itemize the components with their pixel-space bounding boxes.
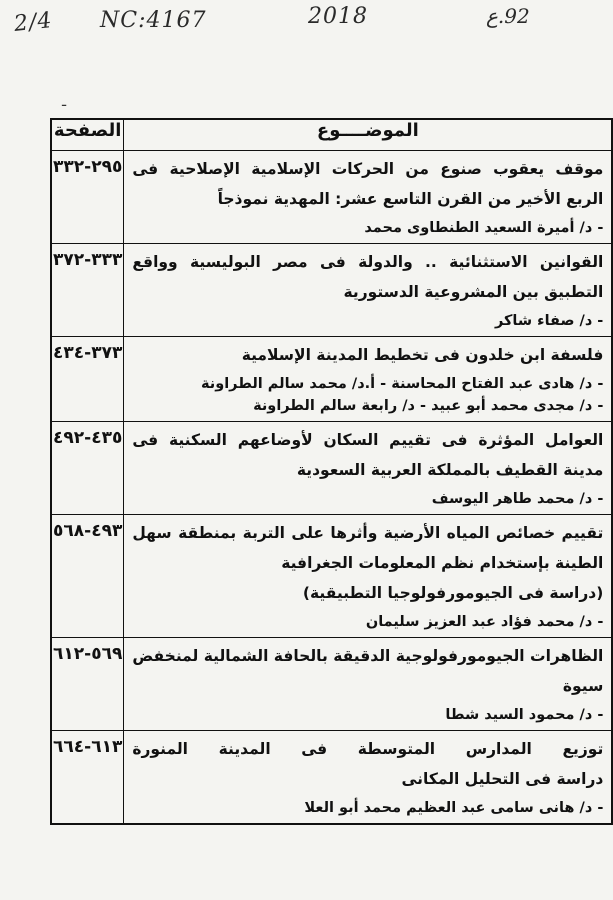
header-subject: الموضــــوع: [124, 119, 613, 151]
entry-title-line: الطينة بإستخدام نظم المعلومات الجغرافية: [281, 554, 604, 572]
entry-title-line: القوانين الاستثنائية .. والدولة فى مصر البوليسية وواقع: [132, 253, 604, 271]
entry-subject: [124, 515, 613, 638]
entry-author: - د/ محمود السيد شطا: [445, 707, 604, 723]
entry-subject: [124, 731, 613, 825]
entry-author: - د/ صفاء شاكر: [494, 313, 604, 329]
table-row: [51, 638, 612, 731]
handwritten-year: 2018: [308, 4, 368, 29]
entry-title-line: الربع الأخير من القرن التاسع عشر: المهدية نموذجاً: [217, 190, 604, 208]
entry-title-line: توزيع المدارس المتوسطة فى المدينة المنورة: [132, 740, 604, 758]
entry-pages: ٤٩٣-٥٦٨: [51, 515, 124, 638]
entry-title-line: موقف يعقوب صنوع من الحركات الإسلامية الإصلاحية فى: [132, 160, 604, 178]
entry-author: - د/ مجدى محمد أبو عبيد - د/ رابعة سالم الطراونة: [253, 398, 604, 414]
table-row: [51, 244, 612, 337]
table-header-row: [51, 119, 612, 151]
entry-pages: ٦١٣-٦٦٤: [51, 731, 124, 825]
entry-title-line: فلسفة ابن خلدون فى تخطيط المدينة الإسلامية: [241, 346, 604, 364]
table-row: [51, 422, 612, 515]
table-row: [51, 515, 612, 638]
entry-subject: [124, 151, 613, 244]
entry-title-line: (دراسة فى الجيومورفولوجيا التطبيقية): [302, 584, 604, 602]
entry-subject: [124, 244, 613, 337]
handwritten-note-left: 2/4: [12, 8, 54, 37]
entry-author: - د/ هادى عبد الفتاح المحاسنة - أ.د/ محمد سالم الطراونة: [200, 376, 604, 392]
entry-title-line: الظاهرات الجيومورفولوجية الدقيقة بالحافة الشمالية لمنخفض: [132, 647, 604, 665]
table-row: [51, 337, 612, 422]
table-row: [51, 151, 612, 244]
entry-title-line: تقييم خصائص المياه الأرضية وأثرها على التربة بمنطقة سهل: [132, 524, 604, 542]
entry-title-line: دراسة فى التحليل المكانى: [401, 770, 604, 788]
handwritten-ref: 92.ع: [486, 4, 530, 28]
entry-subject: [124, 337, 613, 422]
entry-author: - د/ أميرة السعيد الطنطاوى محمد: [364, 220, 604, 236]
entry-author: - د/ هانى سامى عبد العظيم محمد أبو العلا: [304, 800, 604, 816]
entry-subject: [124, 422, 613, 515]
entry-title-line: العوامل المؤثرة فى تقييم السكان لأوضاعهم السكنية فى: [132, 431, 604, 449]
entry-subject: [124, 638, 613, 731]
entry-pages: ٣٣٣-٣٧٢: [51, 244, 124, 337]
stray-mark: ـ: [62, 94, 67, 110]
entry-title-line: سيوة: [562, 677, 604, 695]
entry-pages: ٥٦٩-٦١٢: [51, 638, 124, 731]
entry-pages: ٢٩٥-٣٣٢: [51, 151, 124, 244]
header-page: الصفحة: [51, 119, 124, 151]
entry-author: - د/ محمد فؤاد عبد العزيز سليمان: [365, 614, 604, 630]
entry-title-line: مدينة القطيف بالمملكة العربية السعودية: [296, 461, 604, 479]
entry-author: - د/ محمد طاهر اليوسف: [431, 491, 604, 507]
entry-title-line: التطبيق بين المشروعية الدستورية: [343, 283, 604, 301]
handwritten-code: NC:4167: [100, 8, 207, 33]
entry-pages: ٤٣٥-٤٩٢: [51, 422, 124, 515]
contents-table: [50, 118, 613, 825]
entry-pages: ٣٧٣-٤٣٤: [51, 337, 124, 422]
table-row: [51, 731, 612, 825]
